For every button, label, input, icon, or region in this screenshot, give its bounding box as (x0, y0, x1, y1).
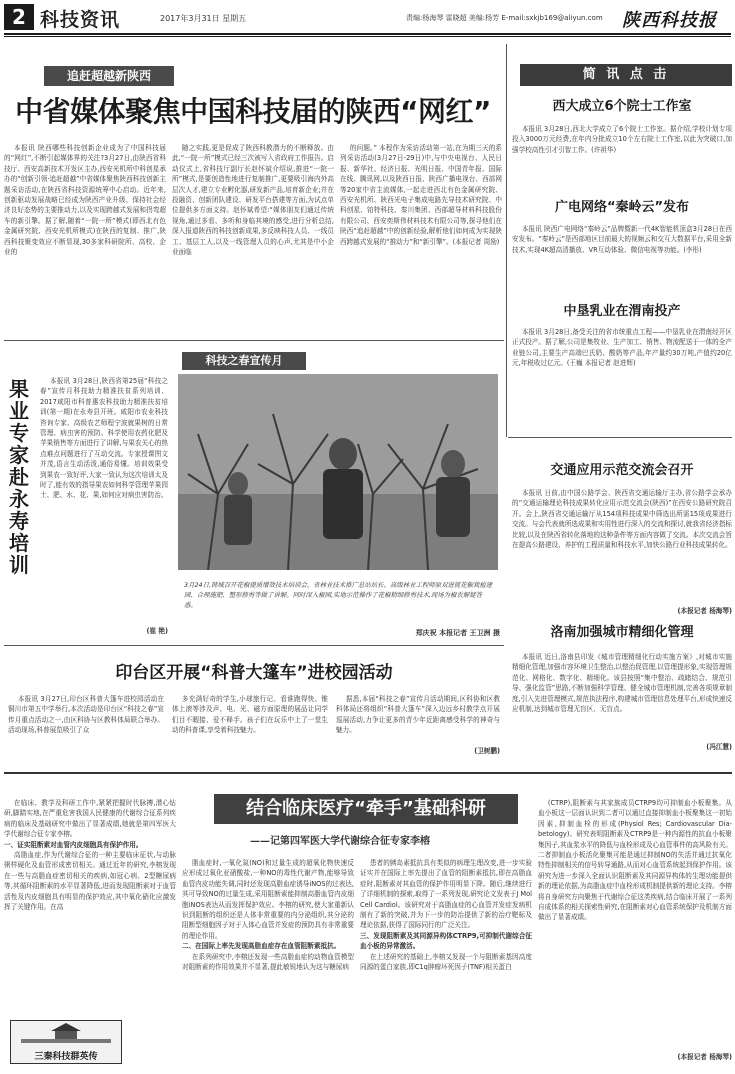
news-luonan-sig: (冯江慧) (706, 743, 732, 751)
clinical-heading-3: 三、发现阻断素及其同源异构体CTRP9,可抑制代谢综合征血小板的异常激活。 (360, 931, 532, 951)
training-body: 本报讯 3月28日,陕西省第25届“科技之春”宣传月科技助力精准扶贫系列培训、2017咸阳市科普惠农科技助力精准扶贫培训(第一期)在永寿县开班。咸阳市农业科技咨询专家、高级农艺师程宁波就果树的日常管理、病虫害的预防、科学使用农药化肥及苹果销售等方面进行了讲解,与果农关心的热点难点问题进行了互动交流。专家授课图文并茂,语言生动活泼,通俗易懂。培训效果受到果农一致好评,大家一致认为这次培训太及时了,能有效的指导果农如何科学管理苹果园土、肥、水、花、果,如何应对病虫害防治。 (40, 377, 168, 500)
campaign-banner: 科技之春宣传月 (182, 352, 306, 370)
clinical-heading-2: 二、在国际上率先发现高脂血症存在血管阻断素抵抗。 (182, 942, 341, 951)
yintai-col-2: 多充满好奇的学生,小球旅行记、看谁跑得快、锥体上滚等涉及声、电、光、磁方面原理的展品让同学们目不暇接、爱不释手。孩子们在玩乐中上了一堂生动的科普课,享受着科技魅力。 (172, 695, 328, 735)
brief-1-title: 西大成立6个院士工作室 (552, 99, 692, 114)
page-number: 2 (4, 4, 34, 30)
clinical-title: 结合临床医疗“牵手”基础科研 (214, 794, 518, 824)
column-logo-text: 三秦科技群英传 (34, 1052, 98, 1062)
editors-line: 责编:杨海琴 雷晓超 美编:杨芳 E-mail:sxkjb169@aliyun.com (406, 14, 603, 22)
column-logo (10, 1020, 122, 1064)
clinical-col-2: 脂血症时,一氧化氮(NO)和过量生成的超氧化物快速反应形成过氧化亚硝酸盐,一种NO的毒性代谢产物,能够导致血管内皮功能失调,同时还发现高脂血症诱导iNOS的过表达,其可导致NO的过量生成,采用阻断素能抑制高脂血管内皮细胞iNOS表达从而发挥保护效应。李榕的研究,使大家重新认识到阻断的组织还是人体非常重要的内分泌组织,其分泌的阻断型细胞因子对于人体心血管并发症的预防具有非常重要的理论作用。 二、在国际上率先发现高脂血症存在血管阻断素抵抗。 在系列研究中,李榕还发现一些高脂血症的动物血管模型对阻断素的作用效果并不显著,提此敏锐地认为这与糖尿病 (182, 859, 354, 972)
clinical-col-3: 患者的胰岛素抵抗具有类似的病理生理改变,进一步实验证实并在国际上率先提出了血管的阻断素抵抗,即在高脂血症时,阻断素对其血管的保护作用明显下降。随后,继续进行了详细机制的探索,取得了一系列发现,研究论文发表于J Mol Cell Cardiol。该研究对于高脂血症的心血管并发症发病机制有了新的突破,并为下一步的防治提供了新的治疗靶标及理论依据,获得了国际同行的广泛关注。 三、发现阻断素及其同源异构体CTRP9,可抑制代谢综合征血小板的异常激活。 在上述研究的基础上,李榕又发现一个与阻断素基因高度同源的蛋白家族,即C1q肿瘤坏死因子(TNF)相关蛋白 (360, 859, 532, 972)
photo-caption: 3月24日,韩城召开花椒提质增效技术培训会。省林业技术推广总站站长、高级林业工程师原双进就花椒栽植建园、合理施肥、整形修剪等做了讲解。同时深入椒园,实地示范操作了花椒精细修剪技术,现场为椒农解疑答惑。 (184, 581, 493, 609)
lead-headline: 中省媒体聚焦中国科技届的陕西“网红” (15, 95, 491, 128)
brief-header: 简 讯 点 击 (520, 64, 732, 86)
news-traffic-sig: (本报记者 杨海琴) (677, 607, 732, 615)
training-sig: (崔 艳) (146, 627, 168, 635)
yintai-title: 印台区开展“科普大篷车”进校园活动 (115, 663, 393, 683)
news-traffic-body: 本报讯 日前,由中国公路学会、陕西省交通运输厅主办,省公路学会承办的“交通运输理论科技成果转化应用示范交流会(陕西)”在西安公路研究院召开。会上,陕西省交通运输厅从154项科技成果中筛选出所需15项成果进行交流。与会代表就所选成果和实用性进行深入的交流和探讨,就我省经济指标比较,以及在陕西省转化落地的这种条件等方面内容做了交流。本次交流会旨在提高公路建设、养护的工程质量和科技水平,加快公路行业科技成果转化。 (512, 489, 732, 550)
header-rule (4, 33, 731, 35)
yintai-sig: (卫树鹏) (474, 747, 500, 755)
issue-date: 2017年3月31日 星期五 (160, 14, 247, 23)
section-name: 科技资讯 (40, 9, 121, 31)
news-luonan-title: 洛南加强城市精细化管理 (550, 625, 694, 640)
brief-3-title: 中垦乳业在渭南投产 (563, 304, 681, 319)
brief-2-title: 广电网络“秦岭云”发布 (554, 200, 690, 215)
brief-1-body: 本报讯 3月28日,西北大学成立了6个院士工作室。据介绍,学校计划专项投入3000万元经费,在年内分批成立10个左右院士工作室,以此为突破口,加强学校高性引才引智工作。(许祖华) (512, 125, 732, 154)
yintai-col-3: 据悉,本届“科技之春”宣传月活动期间,区科协和区教科体局还将组织“科普大篷车”深入边远乡村教学点开展巡展活动,力争让更多的青少年近距离感受科学的神奇与魅力。 (336, 695, 500, 735)
lead-col-3: 的问题。” 本程作为采访活动第一站,在为期三天的系列采访活动(3月27日-29日)中,与中央电视台、人民日报、新华社、经济日报、光明日报、中国青年报、国际在线、腾讯网,以及陕西日报、陕西广播电视台、西部网等20家中省主流媒体,一起走进西北有色金属研究院、西安光机所、陕西光电子集成电路先导技术研究院、中科创星、铂特科技、秦川集团、西部超导材料科技股份有限公司、西安奕斯伟材料技术有限公司等,探寻他们在陕西“追赶超越”中的创新经验,解析他们如何成为实现陕西跨越式发展的“推动力”和“新引擎”。(本报记者 周励) (340, 144, 502, 246)
brief-3-body: 本报讯 3月28日,备受关注的省市统重点工程——中垦乳业在渭南经开区正式投产。据了解,公司是集牧业、生产加工、销售、物流配送于一体的全产业链公司,主要生产高端巴氏奶、酸奶等产品,年产量约30万吨,产值约20亿元,年税收过亿元。(王巍 本报记者 赵进辉) (512, 328, 732, 368)
lead-col-1: 本报讯 陕西哪些科技创新企业成为了中国科技届的“网红”,不断引起媒体界的关注?3月27日,由陕西省科技厅、西安高新技术开发区主办,西安光机所中科创星承办的“创新引领·追赶超越”中省媒体聚焦陕西科技创新主题采访活动,在陕西省科技资源统筹中心启动。近年来,创新驱动发展战略已经成为陕西产业升级、保持社会经济良好态势的主要推动力,以及实现跨越式发展和拐弯超车的新引擎。据了解,随着“一院一所”模式(即西北有色金属研究院、西安光机所模式)在陕西的复制、推广,陕西科技聚变效应不断显现,30多家科研院所、高校、企业的 (4, 144, 166, 257)
clinical-heading-1: 一、证实阻断素对血管内皮细胞具有保护作用。 (4, 840, 143, 849)
section-rule-3 (4, 772, 732, 774)
yintai-col-1: 本报讯 3月27日,印台区科普大篷车进校园活动在铜川市第五中学举行,本次活动是印台区“科技之春”宣传月重点活动之一,由区科协与区教科体局联合举办。活动现场,科普展览吸引了众 (8, 695, 164, 735)
lead-kicker: 追赶超越新陕西 (44, 66, 174, 86)
vertical-title: 果业专家赴永寿培训 (9, 377, 29, 577)
clinical-col-1: 在临床、教学及科研工作中,紧紧把握时代脉搏,潜心钻研,脚踏实地,在严重危害我国人民健康的代谢综合征系列疾病的临床及基础研究中做出了显著成绩,她就是第四军医大学代谢综合征专家李榕。 一、证实阻断素对血管内皮细胞具有保护作用。 高脂血症,作为代谢综合征的一种主要临床征状,与动脉粥样硬化及血管形成密切相关。通过近年的研究,李榕发现在一些与高脂血症密切相关的疾病,如冠心病、2型糖尿病等,其循环阻断素的水平显著降低,进而发现阻断素对于血管活性及内皮细胞具有明显的保护效应,其中氧化硝化应激发挥了关键作用。在高 (4, 799, 176, 912)
news-luonan-body: 本报讯 近日,洛南县印发《城市管理精细化行动实施方案》,对城市实施精细化管理,加强市容环境卫生整治,以整治促管理,以管理提形象,实现管理规范化、网格化、数字化、精细化。该县按照“集中整治、疏睹结合、规范引导、强化监管”思路,不断加强科学管理、健全城市管理机制,完善各项规章制度,引入先进管理模式,规范执法程序,构建城市管理信息处理平台,形成快速反应机制,达到城市管理无盲区、无盲点。 (512, 653, 732, 714)
header-rule-thin (4, 36, 731, 37)
pagoda-icon (11, 1021, 121, 1045)
news-traffic-title: 交通应用示范交流会召开 (550, 463, 694, 478)
column-rule-right (506, 44, 507, 437)
photo-credit: 郑庆祝 本报记者 王卫洲 摄 (415, 629, 500, 637)
section-rule-1 (4, 340, 504, 341)
clinical-col-4: (CTRP),阻断素与其家族成员CTRP9均可抑制血小板聚集。从血小板这一层面认识到二者可以通过直接抑制血小板聚集这一初始因素,抑制血栓的形成(Physiol Res; Cardiovascular Dia-betology)。研究表明阻断素及CTRP9是一种内源性的抗血小板聚集因子,其血浆水平的降低与血栓形成及心血管事件的高风险有关。二者抑制血小板活化聚集可能是通过抑制NO的失活并通过抗氧化特性抑制相关的信号转导通路,从而对心血管系统起到保护作用。该研究为进一步深入全面认识阻断素及其同源异构体的生理功能提供新的理论依据,为高脂血症中血栓形成机制提供新的理论支持。李榕将自身研究方向聚焦于代谢综合征这类疾病,结合临床开展了一系列自成体系的相关探索性研究,在阻断素对心血管系统保护及机制方面做出了显著成绩。 (538, 799, 732, 922)
newspaper-logo: 陕西科技报 (622, 10, 717, 31)
pruning-photo (178, 374, 498, 570)
pruning-photo-illustration (178, 374, 498, 570)
clinical-subtitle: ——记第四军医大学代谢综合征专家李榕 (250, 836, 430, 847)
brief-2-body: 本报讯 陕西广电网络“秦岭云”品牌暨新一代4K智能机顶盒3月28日在西安发布。“秦岭云”是西部地区目前最大的视频云和交互大数据平台,采用全新技术,实现4K超高清播放、VR互动体验、微信电视等功能。(李彤) (512, 225, 732, 254)
clinical-sig: (本报记者 杨海琴) (677, 1053, 732, 1061)
lead-col-2: 随之实践,更是促成了陕西科教潜力的不断释放。由此,“一院一所”模式已经三次被写入省政府工作报告。启动仪式上,省科技厅副厅长赵怀斌介绍说,推进“一院一所”模式,是要创造性地进行复制推广,更要吸引海内外高层次人才,建立专业孵化器,研发新产品,培育新企业;并在投融资、创新团队建设、研发平台搭建等方面,为试点单位提供多方面支持。赵怀斌希望:“媒体朋友们通过传统视角,通过多看、多听和身临其境的感受,进行分析总结,深入报道陕西的科技创新成果,多反映科技人员、一线员工、基层工人,以及一线管理人员的心声,尤其是中小企业面临 (172, 144, 334, 257)
section-rule-right-1 (508, 437, 732, 438)
section-rule-2 (4, 645, 504, 646)
